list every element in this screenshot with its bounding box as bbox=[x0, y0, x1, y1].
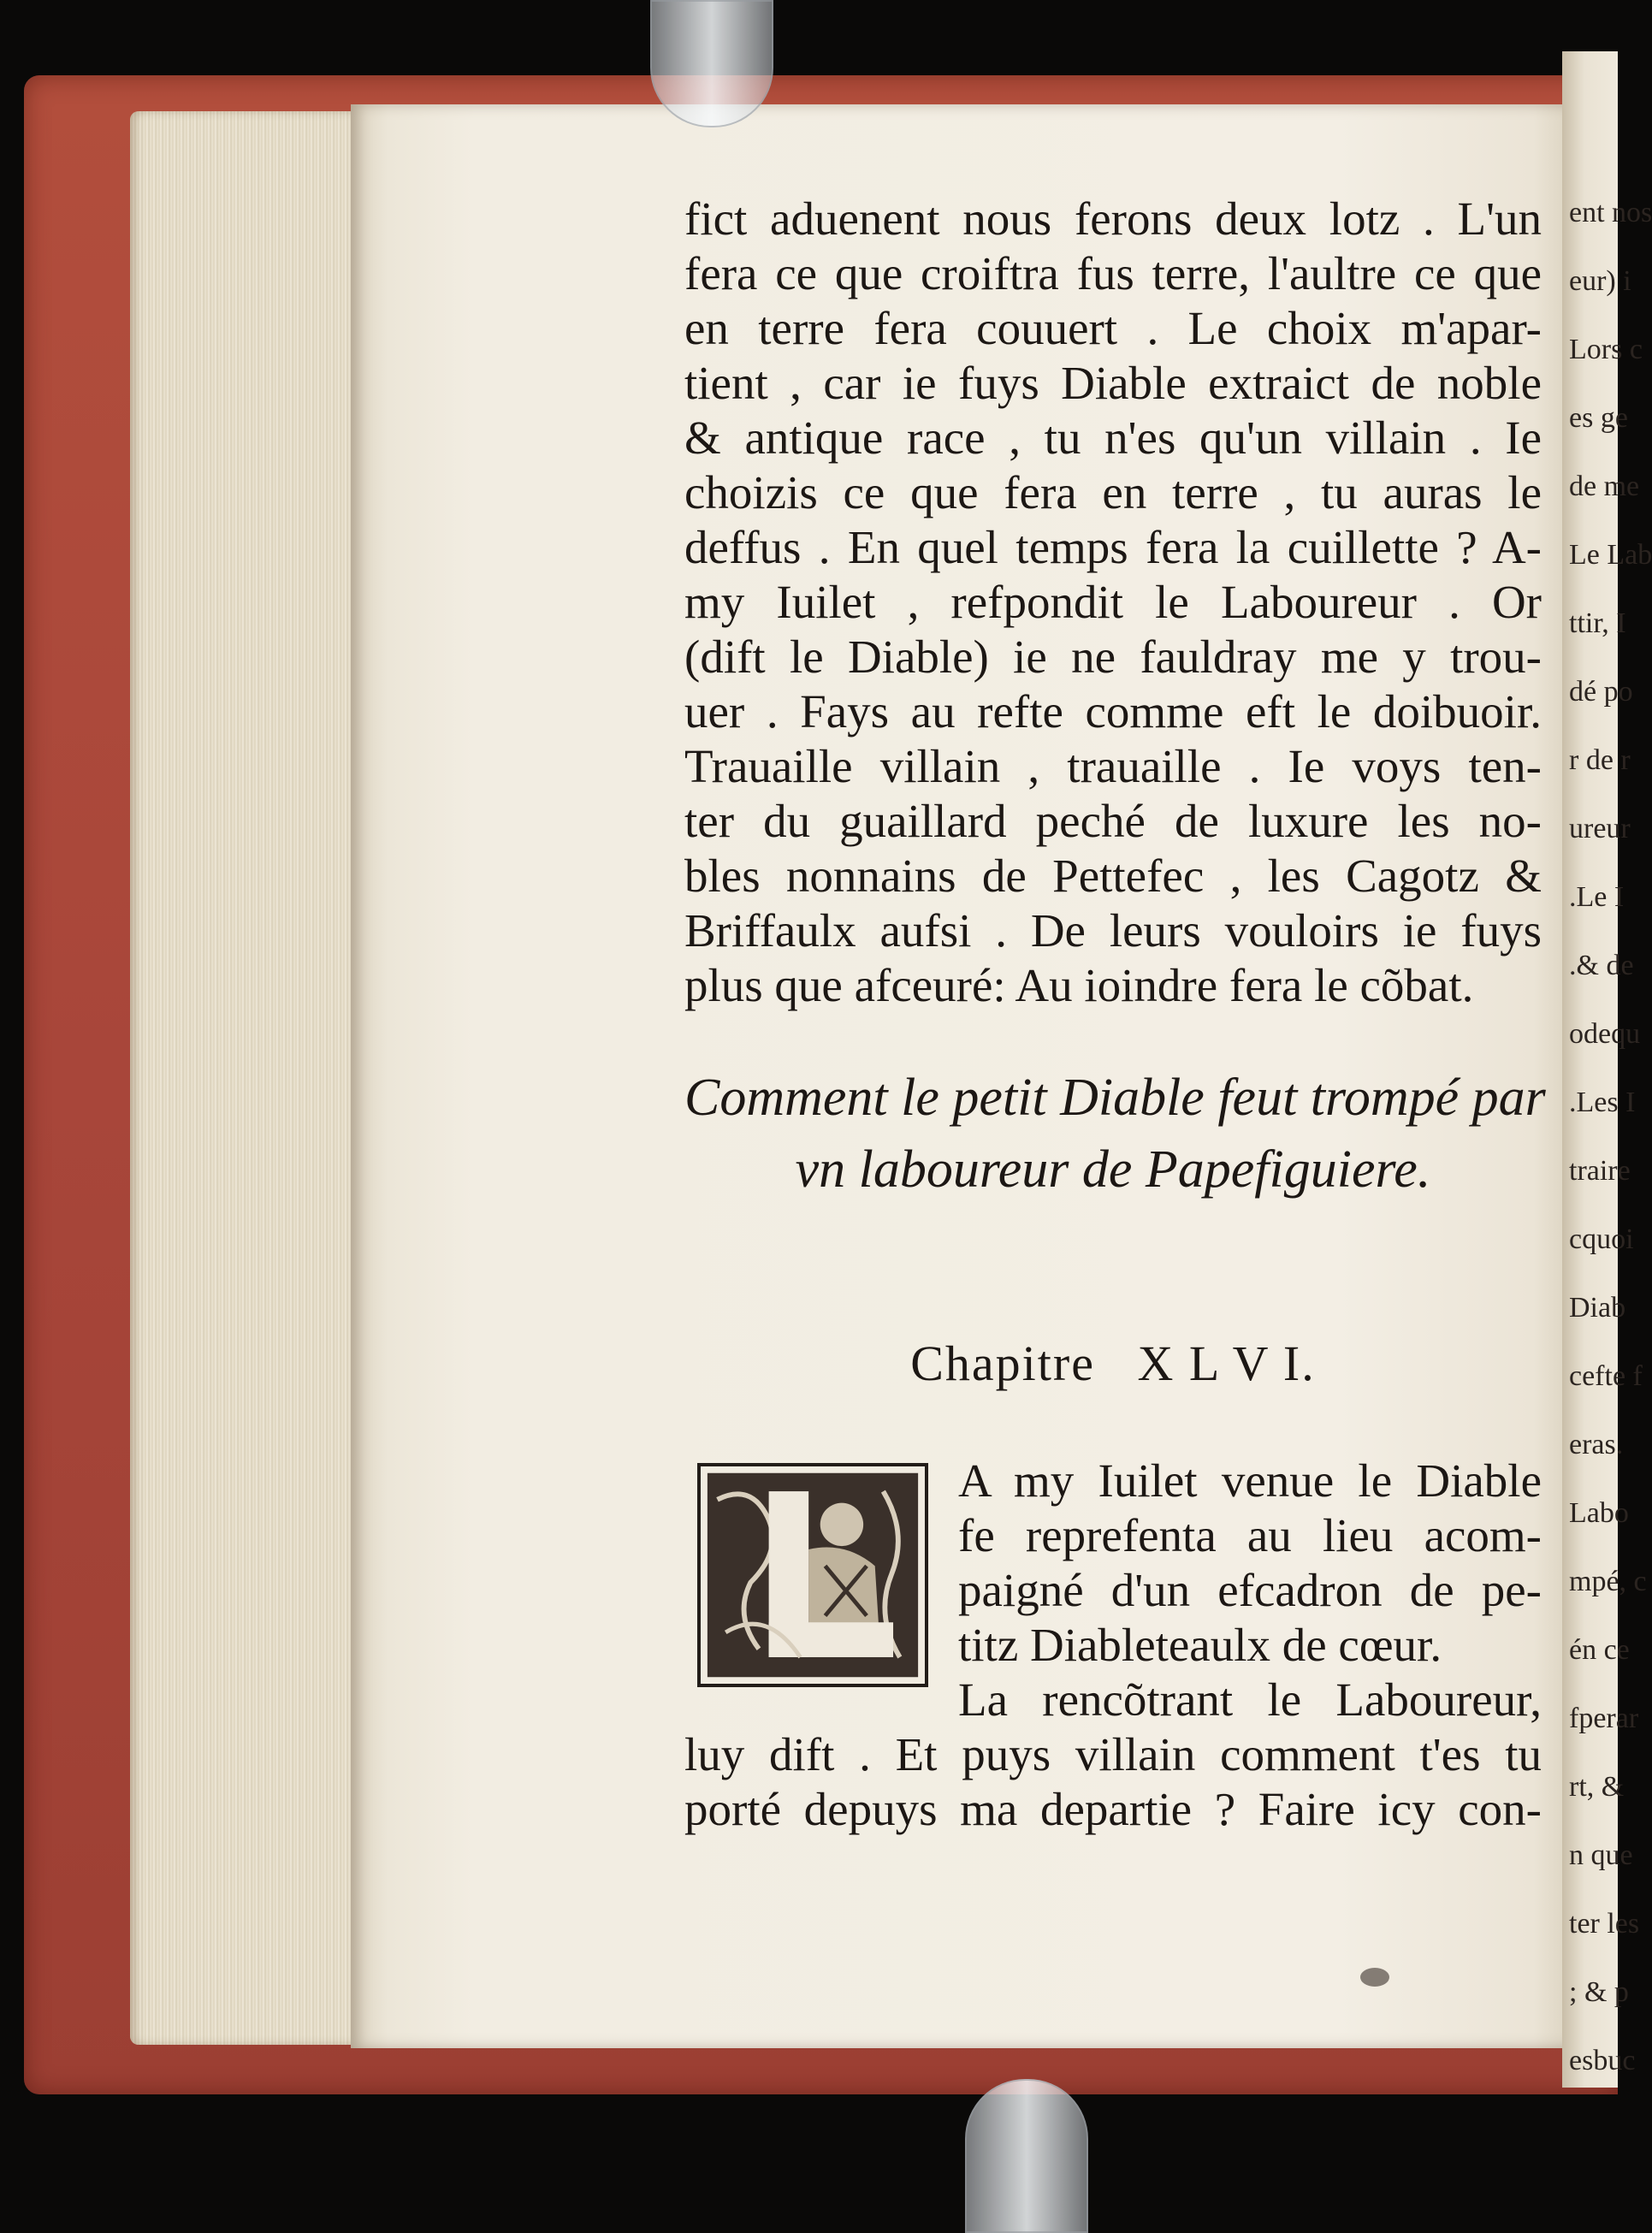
facing-page-text: én ce bbox=[1569, 1634, 1630, 1666]
body-text-line: Briffaulx aufsi . De leurs vouloirs ie fuys bbox=[684, 904, 1542, 957]
facing-page-text: Labo bbox=[1569, 1497, 1629, 1529]
chapter-text-line: A my Iuilet venue le Diable bbox=[958, 1454, 1542, 1507]
body-text-line: & antique race , tu n'es qu'un villain . Ie bbox=[684, 412, 1542, 464]
body-text-line: uer . Fays au refte comme eft le doibuoir. bbox=[684, 685, 1542, 737]
facing-page-text: n que bbox=[1569, 1839, 1633, 1871]
body-text-line: tient , car ie fuys Diable extraict de noble bbox=[684, 357, 1542, 409]
decorated-initial bbox=[697, 1463, 928, 1687]
body-text-line: choizis ce que fera en terre , tu auras le bbox=[684, 466, 1542, 518]
body-text-line: en terre fera couuert . Le choix m'apar- bbox=[684, 302, 1542, 354]
facing-page-text: eras. bbox=[1569, 1429, 1624, 1460]
chapter-text-line: paigné d'un efcadron de pe- bbox=[958, 1564, 1542, 1616]
facing-page-text: ter les bbox=[1569, 1908, 1640, 1940]
facing-page-text: mpé, c bbox=[1569, 1566, 1647, 1597]
chapter-text-line: porté depuys ma departie ? Faire icy con- bbox=[684, 1783, 1542, 1835]
page-clip bbox=[650, 0, 773, 127]
facing-page-text: Diab bbox=[1569, 1292, 1626, 1324]
body-text-line: fera ce que croiftra fus terre, l'aultre ce que bbox=[684, 247, 1542, 299]
facing-page-text: .Les I bbox=[1569, 1087, 1636, 1118]
chapter-text-line: fe reprefenta au lieu acom- bbox=[958, 1509, 1542, 1561]
body-text-line: plus que afceuré: Au ioindre fera le cõbat. bbox=[684, 959, 1474, 1011]
facing-page bbox=[1562, 51, 1652, 2088]
body-text-line: my Iuilet , refpondit le Laboureur . Or bbox=[684, 576, 1542, 628]
body-text-line: ter du guaillard peché de luxure les no- bbox=[684, 795, 1542, 847]
facing-page-text: cefte f bbox=[1569, 1360, 1643, 1392]
chapter-heading: Comment le petit Diable feut trompé par bbox=[684, 1069, 1546, 1127]
facing-page-text: Lors c bbox=[1569, 334, 1643, 365]
chapter-number: Chapitre X L V I. bbox=[910, 1336, 1316, 1391]
facing-page-text: eur) i bbox=[1569, 265, 1631, 297]
facing-page-text: ; & p bbox=[1569, 1976, 1629, 2008]
facing-page-text: esbuc bbox=[1569, 2045, 1636, 2076]
facing-page-text: .Le I bbox=[1569, 881, 1625, 913]
facing-page-text: de me bbox=[1569, 471, 1640, 502]
facing-page-text: fperar bbox=[1569, 1703, 1639, 1734]
chapter-text-line: titz Diableteaulx de cœur. bbox=[958, 1619, 1442, 1671]
facing-page-text: r de r bbox=[1569, 744, 1631, 776]
facing-page-text: rt, & bbox=[1569, 1771, 1625, 1803]
facing-page-text: es ge bbox=[1569, 402, 1628, 434]
chapter-text-line: luy dift . Et puys villain comment t'es tu bbox=[684, 1728, 1542, 1780]
facing-page-text: Le Lab bbox=[1569, 539, 1652, 571]
facing-page-text: traire bbox=[1569, 1155, 1631, 1187]
facing-page-text: ent nos bbox=[1569, 197, 1652, 228]
facing-page-text: ureur bbox=[1569, 813, 1631, 844]
page-clip bbox=[965, 2079, 1088, 2233]
body-text-line: deffus . En quel temps fera la cuillette ? A- bbox=[684, 521, 1542, 573]
ink-stain bbox=[1360, 1968, 1389, 1987]
chapter-heading: vn laboureur de Papefiguiere. bbox=[795, 1140, 1431, 1199]
facing-page-text: dé po bbox=[1569, 676, 1633, 708]
facing-page-text: odequ bbox=[1569, 1018, 1641, 1050]
body-text-line: fict aduenent nous ferons deux lotz . L'un bbox=[684, 192, 1542, 245]
chapter-text-line: La rencõtrant le Laboureur, bbox=[958, 1673, 1542, 1726]
facing-page-text: .& de bbox=[1569, 950, 1634, 981]
facing-page-text: cquoi bbox=[1569, 1223, 1634, 1255]
woodcut-initial-image bbox=[701, 1466, 925, 1684]
body-text-line: bles nonnains de Pettefec , les Cagotz & bbox=[684, 850, 1542, 902]
page-edges bbox=[130, 111, 357, 2045]
facing-page-text: ttir, I bbox=[1569, 607, 1626, 639]
body-text-line: (dift le Diable) ie ne fauldray me y trou- bbox=[684, 631, 1542, 683]
body-text-line: Trauaille villain , trauaille . Ie voys ten- bbox=[684, 740, 1542, 792]
